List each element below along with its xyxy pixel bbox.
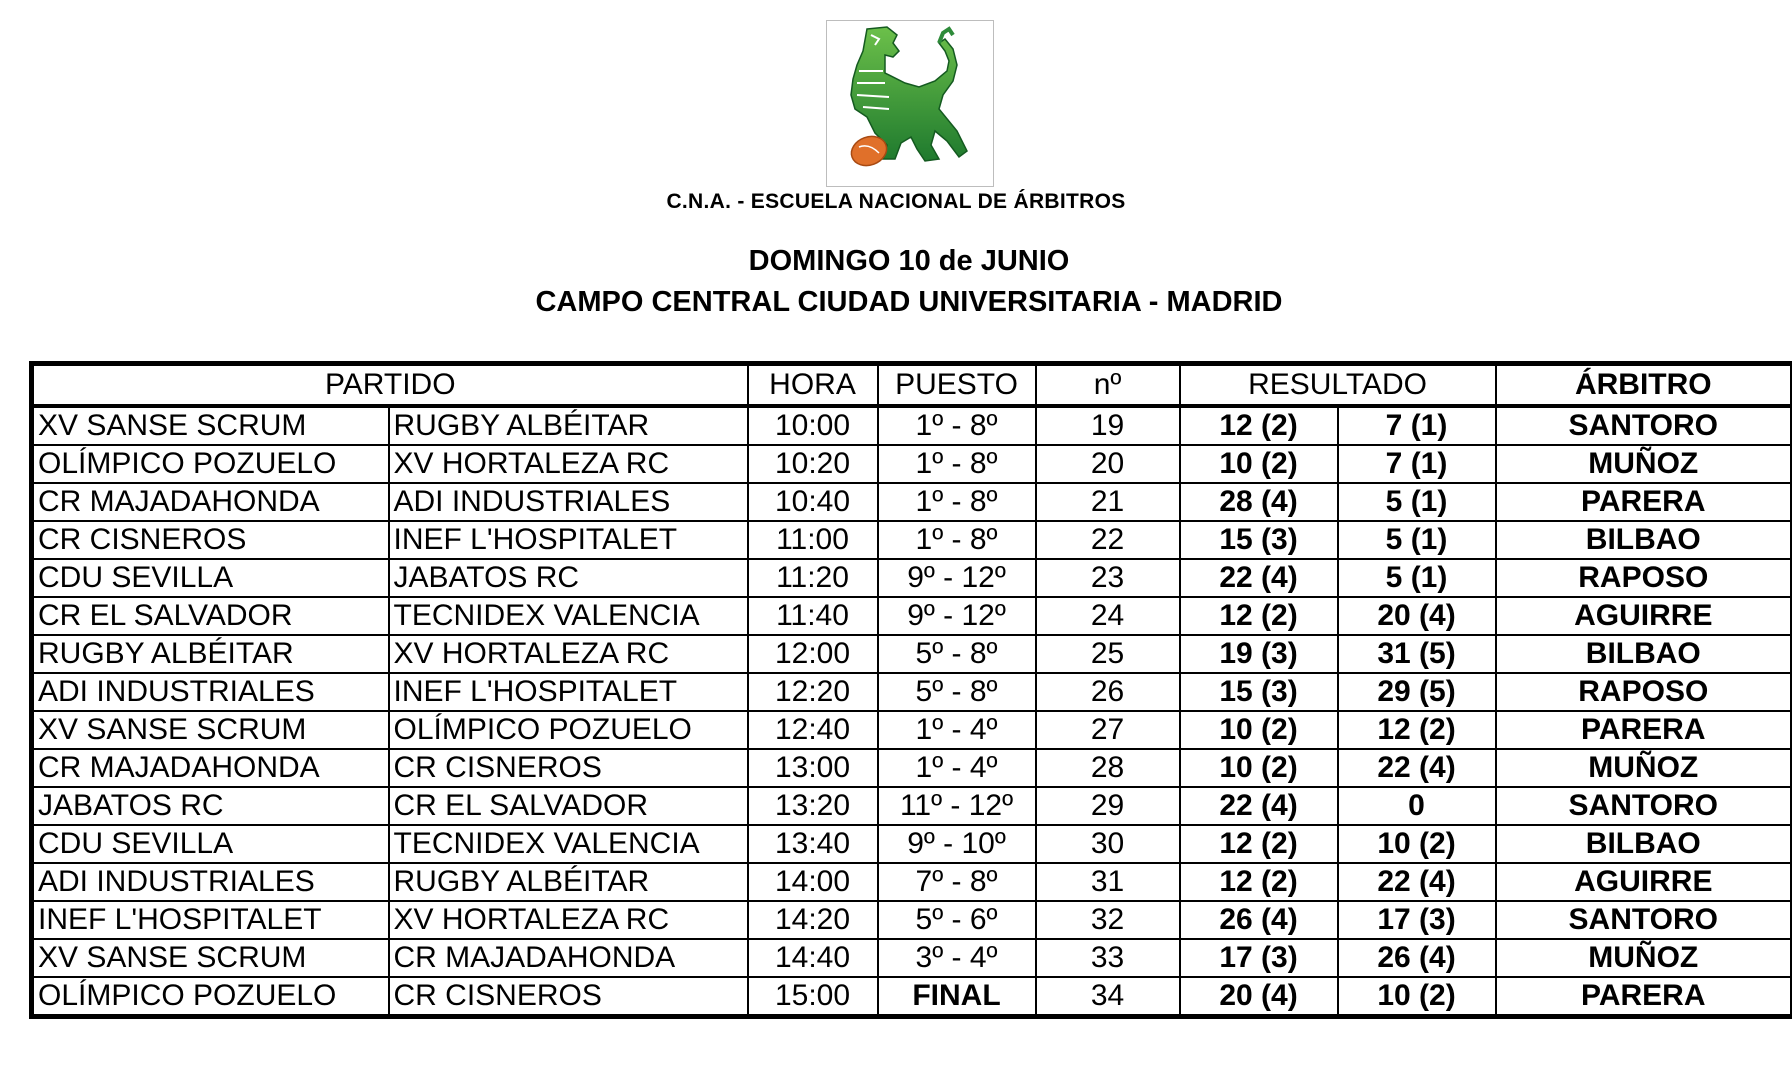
home-score-cell: 15 (3) <box>1180 521 1338 559</box>
home-score-cell: 12 (2) <box>1180 597 1338 635</box>
place-cell: 1º - 8º <box>878 521 1036 559</box>
header-hora: HORA <box>748 364 878 407</box>
away-team-cell: RUGBY ALBÉITAR <box>389 863 748 901</box>
table-row <box>32 673 1792 711</box>
home-score-cell: 10 (2) <box>1180 749 1338 787</box>
away-team-cell: XV HORTALEZA RC <box>389 635 748 673</box>
away-score-cell: 7 (1) <box>1338 406 1496 445</box>
home-team-cell: JABATOS RC <box>32 787 389 825</box>
away-score-cell: 29 (5) <box>1338 673 1496 711</box>
place-cell: 1º - 8º <box>878 483 1036 521</box>
match-number-cell: 19 <box>1036 406 1180 445</box>
match-number-cell: 34 <box>1036 977 1180 1017</box>
home-score-cell: 12 (2) <box>1180 406 1338 445</box>
match-number-cell: 22 <box>1036 521 1180 559</box>
time-cell: 10:40 <box>748 483 878 521</box>
away-score-cell: 22 (4) <box>1338 863 1496 901</box>
away-team-cell: INEF L'HOSPITALET <box>389 521 748 559</box>
away-team-cell: CR CISNEROS <box>389 977 748 1017</box>
event-venue: CAMPO CENTRAL CIUDAD UNIVERSITARIA - MADRID <box>535 286 1283 318</box>
home-score-cell: 17 (3) <box>1180 939 1338 977</box>
place-cell: 5º - 8º <box>878 635 1036 673</box>
away-team-cell: XV HORTALEZA RC <box>389 445 748 483</box>
home-team-cell: RUGBY ALBÉITAR <box>32 635 389 673</box>
referee-cell: PARERA <box>1496 483 1792 521</box>
away-score-cell: 31 (5) <box>1338 635 1496 673</box>
table-row <box>32 711 1792 749</box>
home-score-cell: 22 (4) <box>1180 559 1338 597</box>
table-header-row <box>32 364 1792 407</box>
home-team-cell: CR MAJADAHONDA <box>32 483 389 521</box>
away-score-cell: 22 (4) <box>1338 749 1496 787</box>
home-team-cell: CR MAJADAHONDA <box>32 749 389 787</box>
referee-cell: BILBAO <box>1496 635 1792 673</box>
table-row <box>32 749 1792 787</box>
table-row <box>32 863 1792 901</box>
referee-cell: SANTORO <box>1496 787 1792 825</box>
match-number-cell: 31 <box>1036 863 1180 901</box>
home-score-cell: 22 (4) <box>1180 787 1338 825</box>
away-team-cell: CR MAJADAHONDA <box>389 939 748 977</box>
home-team-cell: CR CISNEROS <box>32 521 389 559</box>
away-score-cell: 0 <box>1338 787 1496 825</box>
home-team-cell: CR EL SALVADOR <box>32 597 389 635</box>
time-cell: 12:40 <box>748 711 878 749</box>
place-cell: 1º - 4º <box>878 711 1036 749</box>
table-row <box>32 901 1792 939</box>
match-number-cell: 25 <box>1036 635 1180 673</box>
home-team-cell: OLÍMPICO POZUELO <box>32 445 389 483</box>
header-partido: PARTIDO <box>32 364 748 407</box>
away-team-cell: OLÍMPICO POZUELO <box>389 711 748 749</box>
match-number-cell: 32 <box>1036 901 1180 939</box>
match-number-cell: 33 <box>1036 939 1180 977</box>
match-number-cell: 20 <box>1036 445 1180 483</box>
header-arbitro: ÁRBITRO <box>1496 364 1792 407</box>
away-team-cell: INEF L'HOSPITALET <box>389 673 748 711</box>
away-score-cell: 10 (2) <box>1338 977 1496 1017</box>
away-score-cell: 7 (1) <box>1338 445 1496 483</box>
time-cell: 11:00 <box>748 521 878 559</box>
match-number-cell: 27 <box>1036 711 1180 749</box>
place-cell: 3º - 4º <box>878 939 1036 977</box>
home-score-cell: 15 (3) <box>1180 673 1338 711</box>
home-team-cell: ADI INDUSTRIALES <box>32 673 389 711</box>
match-number-cell: 28 <box>1036 749 1180 787</box>
referee-cell: MUÑOZ <box>1496 749 1792 787</box>
place-cell: 9º - 10º <box>878 825 1036 863</box>
table-row <box>32 597 1792 635</box>
away-score-cell: 5 (1) <box>1338 559 1496 597</box>
away-score-cell: 10 (2) <box>1338 825 1496 863</box>
referee-cell: SANTORO <box>1496 406 1792 445</box>
home-team-cell: XV SANSE SCRUM <box>32 939 389 977</box>
referee-cell: RAPOSO <box>1496 559 1792 597</box>
away-score-cell: 26 (4) <box>1338 939 1496 977</box>
home-score-cell: 19 (3) <box>1180 635 1338 673</box>
table-row <box>32 939 1792 977</box>
referee-cell: MUÑOZ <box>1496 445 1792 483</box>
time-cell: 11:40 <box>748 597 878 635</box>
home-score-cell: 26 (4) <box>1180 901 1338 939</box>
table-row <box>32 521 1792 559</box>
home-score-cell: 12 (2) <box>1180 825 1338 863</box>
table-row <box>32 445 1792 483</box>
table-row <box>32 635 1792 673</box>
time-cell: 12:20 <box>748 673 878 711</box>
event-date: DOMINGO 10 de JUNIO <box>748 245 1070 277</box>
place-cell: 5º - 8º <box>878 673 1036 711</box>
place-cell: 9º - 12º <box>878 559 1036 597</box>
home-team-cell: CDU SEVILLA <box>32 559 389 597</box>
away-team-cell: JABATOS RC <box>389 559 748 597</box>
referee-cell: BILBAO <box>1496 825 1792 863</box>
time-cell: 14:40 <box>748 939 878 977</box>
away-score-cell: 5 (1) <box>1338 521 1496 559</box>
header-puesto: PUESTO <box>878 364 1036 407</box>
home-team-cell: XV SANSE SCRUM <box>32 406 389 445</box>
away-team-cell: TECNIDEX VALENCIA <box>389 597 748 635</box>
time-cell: 14:20 <box>748 901 878 939</box>
away-team-cell: RUGBY ALBÉITAR <box>389 406 748 445</box>
place-cell: 11º - 12º <box>878 787 1036 825</box>
away-team-cell: ADI INDUSTRIALES <box>389 483 748 521</box>
home-team-cell: OLÍMPICO POZUELO <box>32 977 389 1017</box>
place-cell: 1º - 8º <box>878 406 1036 445</box>
table-row <box>32 977 1792 1017</box>
away-score-cell: 20 (4) <box>1338 597 1496 635</box>
time-cell: 13:20 <box>748 787 878 825</box>
time-cell: 12:00 <box>748 635 878 673</box>
table-row <box>32 483 1792 521</box>
home-team-cell: INEF L'HOSPITALET <box>32 901 389 939</box>
away-score-cell: 17 (3) <box>1338 901 1496 939</box>
home-score-cell: 10 (2) <box>1180 445 1338 483</box>
time-cell: 13:00 <box>748 749 878 787</box>
place-cell: 1º - 8º <box>878 445 1036 483</box>
home-score-cell: 10 (2) <box>1180 711 1338 749</box>
home-team-cell: ADI INDUSTRIALES <box>32 863 389 901</box>
away-team-cell: CR EL SALVADOR <box>389 787 748 825</box>
logo <box>826 20 994 187</box>
time-cell: 10:00 <box>748 406 878 445</box>
place-cell: 5º - 6º <box>878 901 1036 939</box>
lion-rugby-logo <box>827 21 993 186</box>
header-resultado: RESULTADO <box>1180 364 1496 407</box>
place-cell: 7º - 8º <box>878 863 1036 901</box>
time-cell: 14:00 <box>748 863 878 901</box>
home-team-cell: XV SANSE SCRUM <box>32 711 389 749</box>
match-number-cell: 30 <box>1036 825 1180 863</box>
home-team-cell: CDU SEVILLA <box>32 825 389 863</box>
referee-cell: PARERA <box>1496 711 1792 749</box>
place-cell: 9º - 12º <box>878 597 1036 635</box>
away-team-cell: TECNIDEX VALENCIA <box>389 825 748 863</box>
match-schedule-table <box>29 361 1792 1019</box>
match-number-cell: 23 <box>1036 559 1180 597</box>
organization-name: C.N.A. - ESCUELA NACIONAL DE ÁRBITROS <box>666 190 1126 213</box>
match-number-cell: 29 <box>1036 787 1180 825</box>
away-team-cell: XV HORTALEZA RC <box>389 901 748 939</box>
match-number-cell: 24 <box>1036 597 1180 635</box>
table-row <box>32 787 1792 825</box>
header-numero: nº <box>1036 364 1180 407</box>
time-cell: 10:20 <box>748 445 878 483</box>
referee-cell: PARERA <box>1496 977 1792 1017</box>
table-row <box>32 406 1792 445</box>
referee-cell: RAPOSO <box>1496 673 1792 711</box>
referee-cell: BILBAO <box>1496 521 1792 559</box>
referee-cell: AGUIRRE <box>1496 863 1792 901</box>
place-cell: FINAL <box>878 977 1036 1017</box>
place-cell: 1º - 4º <box>878 749 1036 787</box>
time-cell: 13:40 <box>748 825 878 863</box>
time-cell: 15:00 <box>748 977 878 1017</box>
home-score-cell: 28 (4) <box>1180 483 1338 521</box>
table-row <box>32 559 1792 597</box>
away-team-cell: CR CISNEROS <box>389 749 748 787</box>
away-score-cell: 5 (1) <box>1338 483 1496 521</box>
table-row <box>32 825 1792 863</box>
referee-cell: MUÑOZ <box>1496 939 1792 977</box>
referee-cell: SANTORO <box>1496 901 1792 939</box>
match-number-cell: 26 <box>1036 673 1180 711</box>
referee-cell: AGUIRRE <box>1496 597 1792 635</box>
time-cell: 11:20 <box>748 559 878 597</box>
home-score-cell: 20 (4) <box>1180 977 1338 1017</box>
home-score-cell: 12 (2) <box>1180 863 1338 901</box>
away-score-cell: 12 (2) <box>1338 711 1496 749</box>
match-number-cell: 21 <box>1036 483 1180 521</box>
